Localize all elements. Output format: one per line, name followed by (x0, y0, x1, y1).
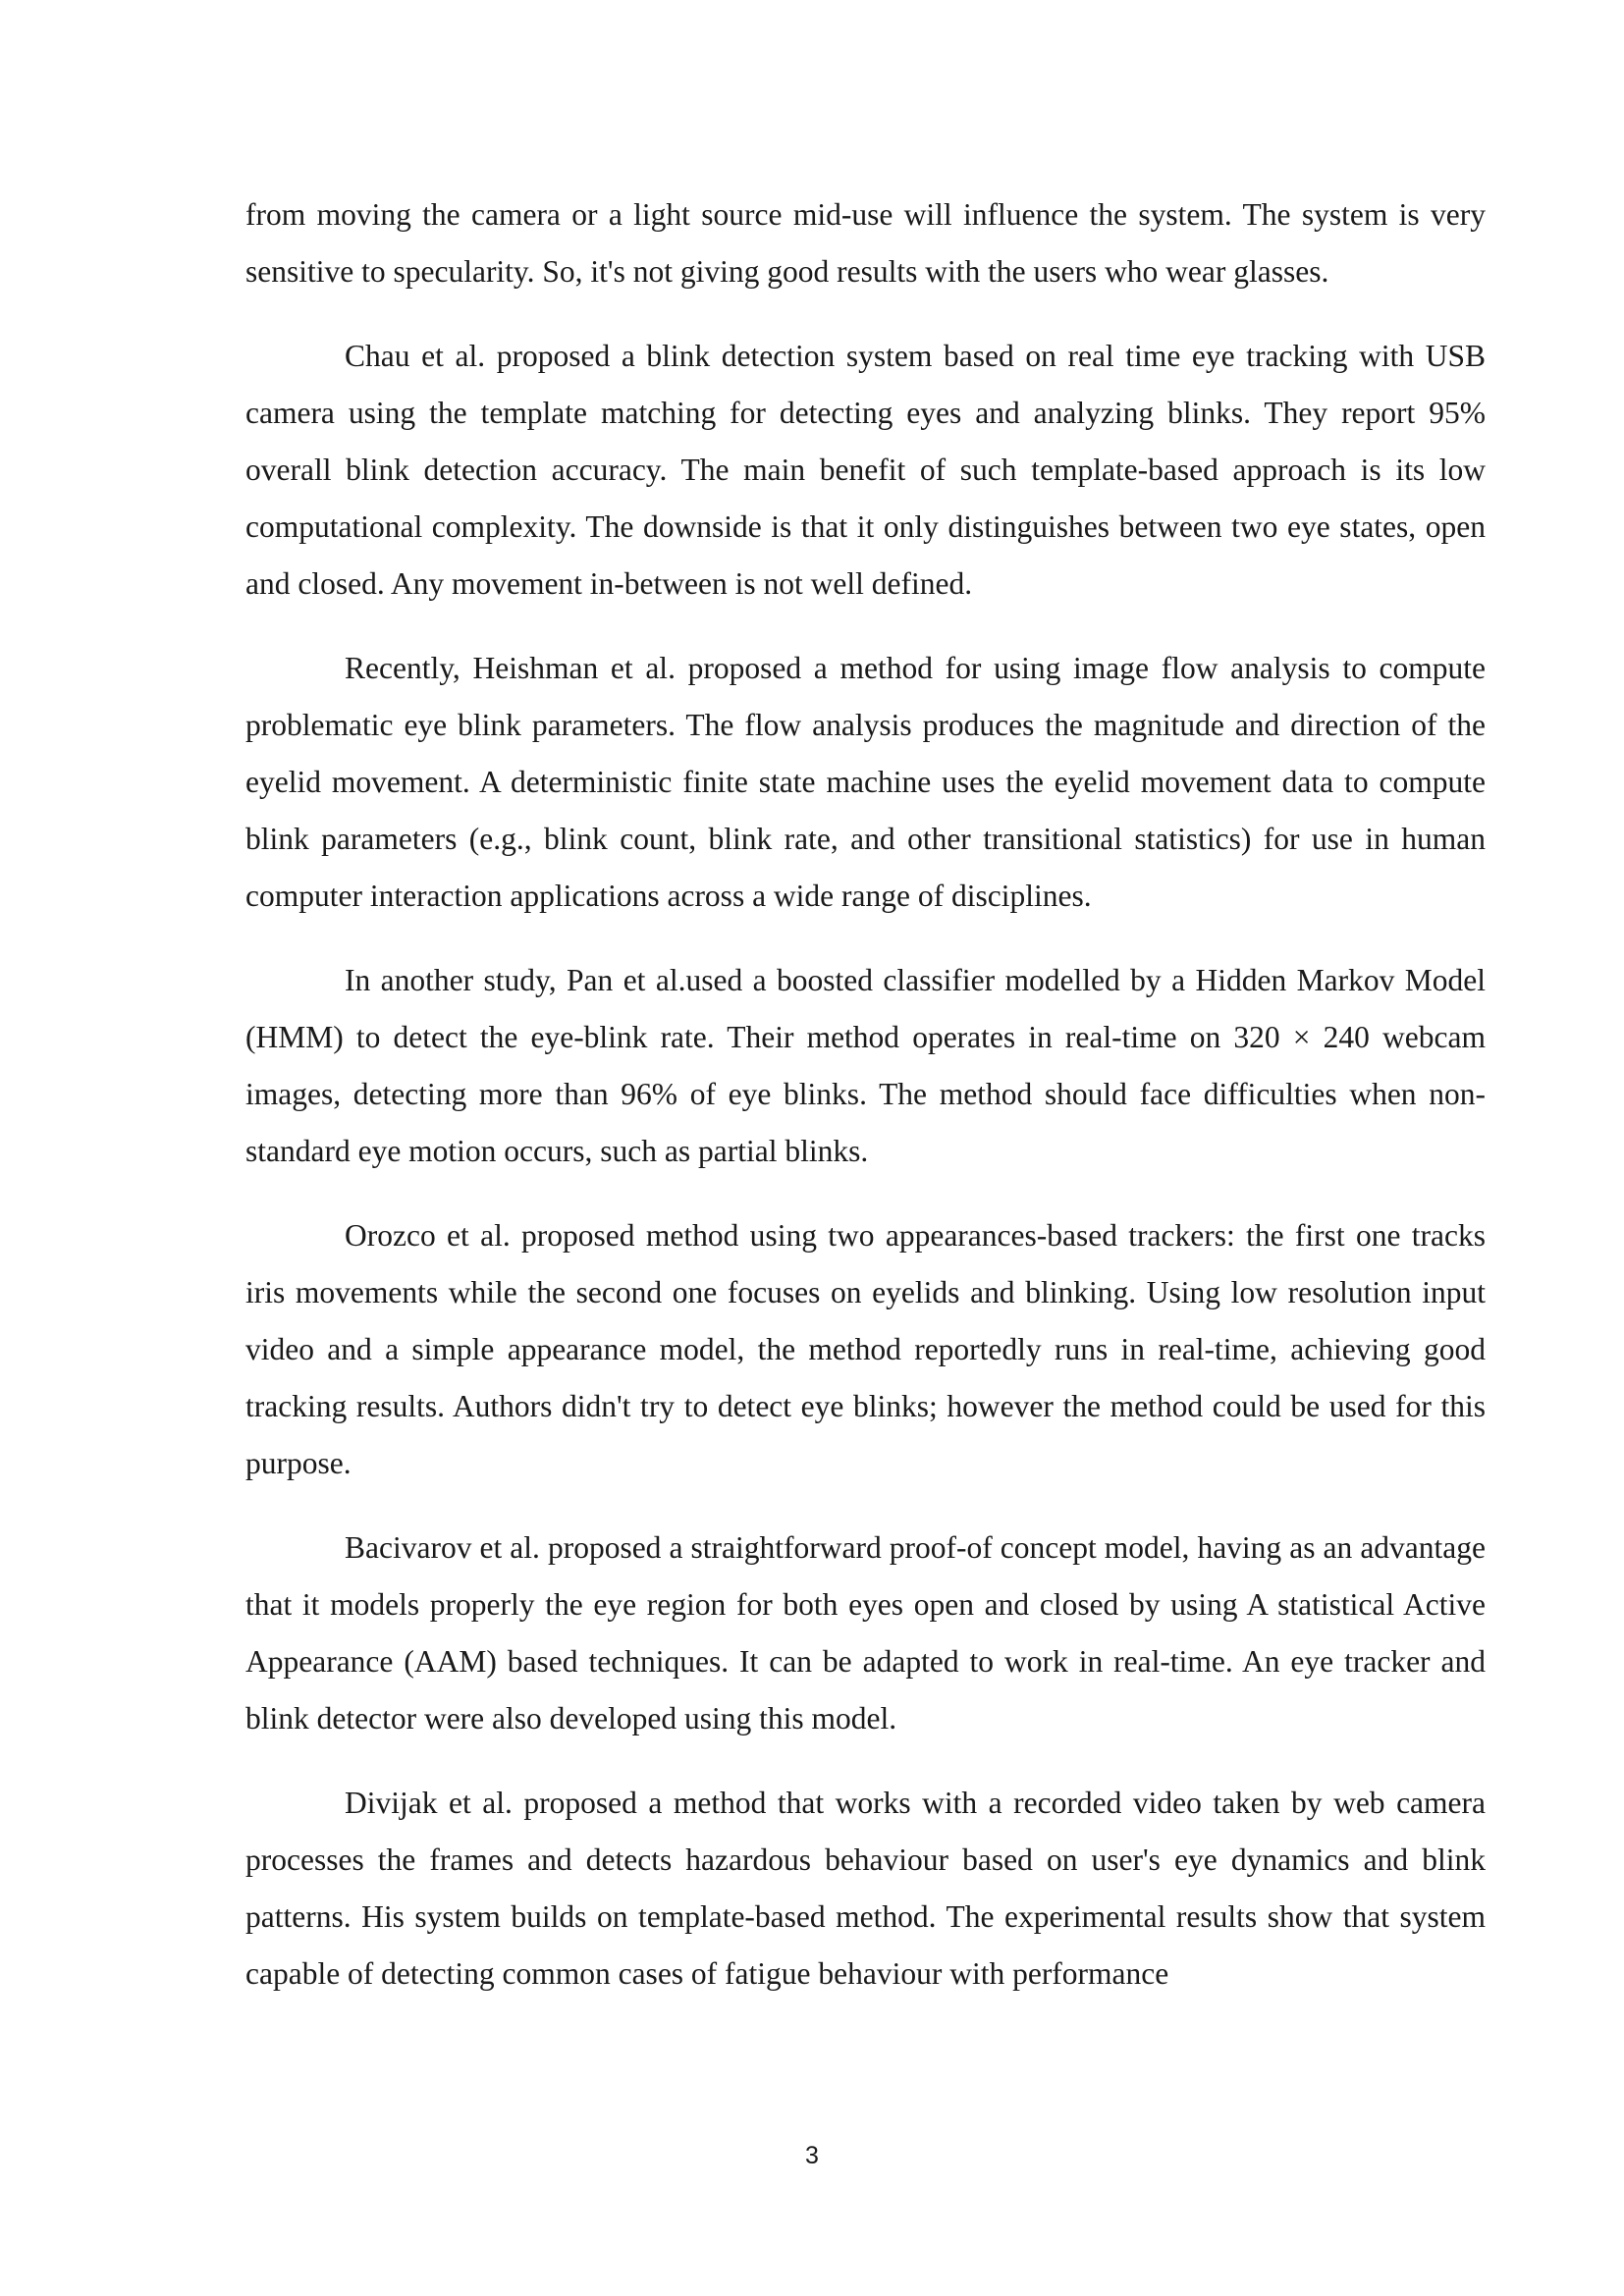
paragraph-pan: In another study, Pan et al.used a boosted classifier modelled by a Hidden Markov Model (HMM) to detect the eye-blink rate. Their method operates in real-time on 320 × 240 webcam images, detecting more than 96% of eye blinks. The method should face difficulties when non-standard eye motion occurs, such as partial blinks. (245, 963, 1486, 1168)
paragraph-continuation: from moving the camera or a light source mid-use will influence the system. The system is very sensitive to specularity. So, it's not giving good results with the users who wear glasses. (245, 197, 1486, 289)
paragraph-orozco: Orozco et al. proposed method using two appearances-based trackers: the first one tracks iris movements while the second one focuses on eyelids and blinking. Using low resolution input video and a simple appearance model, the method reportedly runs in real-time, achieving good tracking results. Authors didn't try to detect eye blinks; however the method could be used for this purpose. (245, 1218, 1486, 1480)
body-text (245, 187, 1486, 2030)
paragraph-heishman: Recently, Heishman et al. proposed a method for using image flow analysis to compute problematic eye blink parameters. The flow analysis produces the magnitude and direction of the eyelid movement. A deterministic finite state machine uses the eyelid movement data to compute blink parameters (e.g., blink count, blink rate, and other transitional statistics) for use in human computer interaction applications across a wide range of disciplines. (245, 651, 1486, 913)
paragraph-divijak: Divijak et al. proposed a method that works with a recorded video taken by web camera processes the frames and detects hazardous behaviour based on user's eye dynamics and blink patterns. His system builds on template-based method. The experimental results show that system capable of detecting common cases of fatigue behaviour with performance (245, 1786, 1486, 1991)
page-number: 3 (805, 2142, 819, 2169)
paragraph-chau: Chau et al. proposed a blink detection system based on real time eye tracking with USB camera using the template matching for detecting eyes and analyzing blinks. They report 95% overall blink detection accuracy. The main benefit of such template-based approach is its low computational complexity. The downside is that it only distinguishes between two eye states, open and closed. Any movement in-between is not well defined. (245, 339, 1486, 601)
paragraph-bacivarov: Bacivarov et al. proposed a straightforward proof-of concept model, having as an advantage that it models properly the eye region for both eyes open and closed by using A statistical Active Appearance (AAM) based techniques. It can be adapted to work in real-time. An eye tracker and blink detector were also developed using this model. (245, 1530, 1486, 1735)
